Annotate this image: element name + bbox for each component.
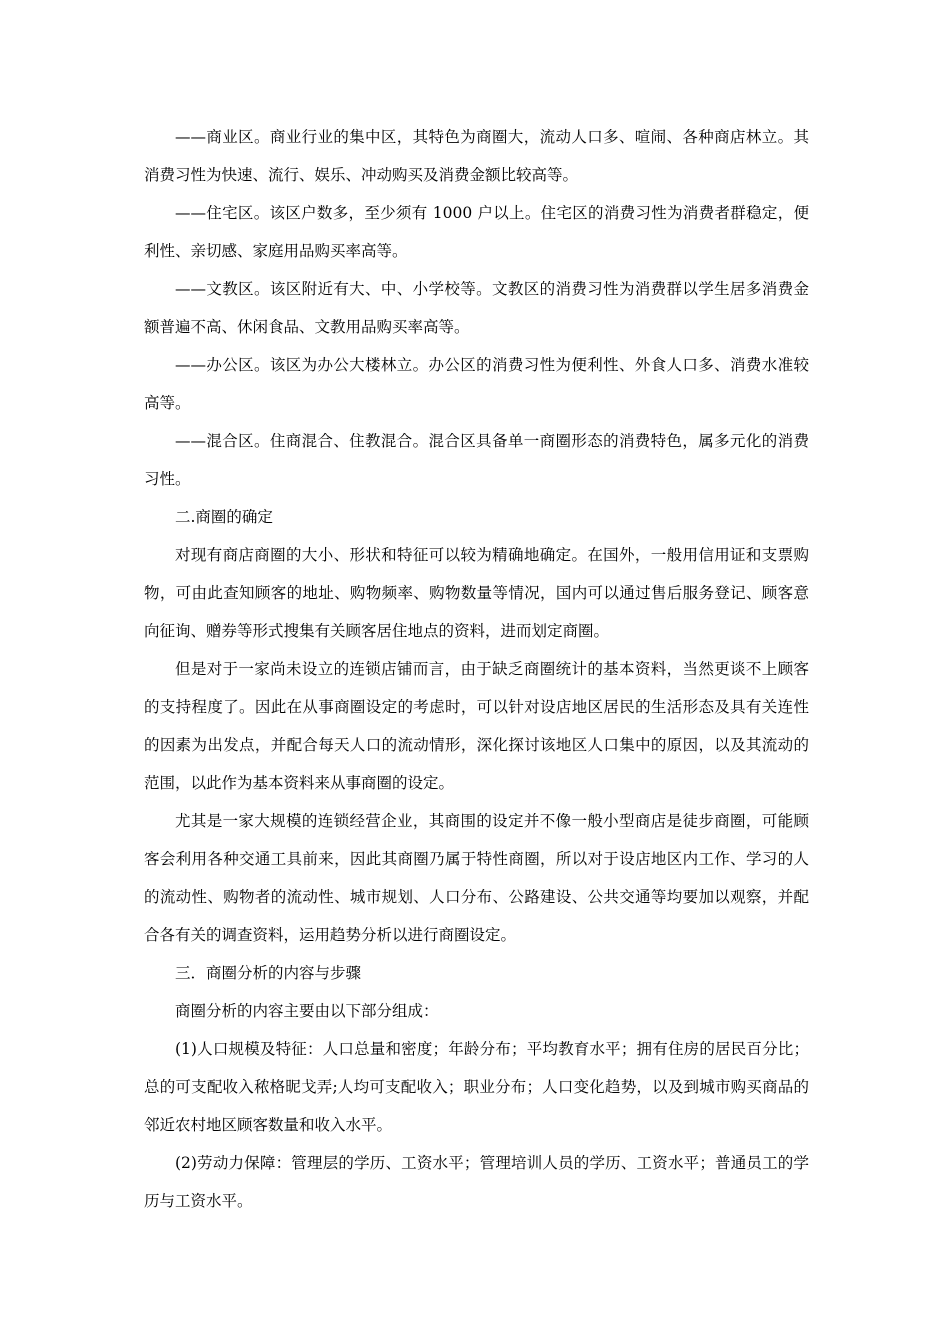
paragraph-analysis-intro: 商圈分析的内容主要由以下部分组成： xyxy=(175,1002,439,1020)
paragraph-mixed-zone: ——混合区。住商混合、住教混合。混合区具备单一商圈形态的消费特色，属多元化的消费习性。 xyxy=(144,432,809,488)
paragraph-new-store: 但是对于一家尚未设立的连锁店铺而言，由于缺乏商圈统计的基本资料，当然更谈不上顾客的支持程度了。因此在从事商圈设定的考虑时，可以针对设店地区居民的生活形态及具有关连性的因素为出发点，并配合每天人口的流动情形，深化探讨该地区人口集中的原因，以及其流动的范围，以此作为基本资料来从事商圈的设定。 xyxy=(144,660,809,792)
paragraph-large-chain: 尤其是一家大规模的连锁经营企业，其商围的设定并不像一般小型商店是徒步商圈，可能顾客会利用各种交通工具前来，因此其商圈乃属于特性商圈，所以对于设店地区内工作、学习的人的流动性、购物者的流动性、城市规划、人口分布、公路建设、公共交通等均要加以观察，并配合各有关的调查资料，运用趋势分析以进行商圈设定。 xyxy=(144,812,809,944)
paragraph-existing-store: 对现有商店商圈的大小、形状和特征可以较为精确地确定。在国外，一般用信用证和支票购物，可由此查知顾客的地址、购物频率、购物数量等情况，国内可以通过售后服务登记、顾客意向征询、赠券等形式搜集有关顾客居住地点的资料，进而划定商圈。 xyxy=(144,546,809,640)
paragraph-residential-zone: ——住宅区。该区户数多，至少须有 1000 户以上。住宅区的消费习性为消费者群稳定，便利性、亲切感、家庭用品购买率高等。 xyxy=(144,204,809,260)
section-heading-analysis: 三．商圈分析的内容与步骤 xyxy=(175,964,362,982)
paragraph-office-zone: ——办公区。该区为办公大楼林立。办公区的消费习性为便利性、外食人口多、消费水准较高等。 xyxy=(144,356,809,412)
list-item-population: (1)人口规模及特征：人口总量和密度；年龄分布；平均教育水平；拥有住房的居民百分比；总的可支配收入秾格昵戈弄;人均可支配收入；职业分布；人口变化趋势，以及到城市购买商品的邻近农村地区顾客数量和收入水平。 xyxy=(144,1040,809,1134)
list-item-labor: (2)劳动力保障：管理层的学历、工资水平；管理培训人员的学历、工资水平；普通员工的学历与工资水平。 xyxy=(144,1154,809,1210)
paragraph-commercial-zone: ——商业区。商业行业的集中区，其特色为商圈大，流动人口多、喧闹、各种商店林立。其消费习性为快速、流行、娱乐、冲动购买及消费金额比较高等。 xyxy=(144,128,809,184)
document-body xyxy=(144,118,809,1220)
section-heading-determination: 二.商圈的确定 xyxy=(175,508,273,526)
paragraph-education-zone: ——文教区。该区附近有大、中、小学校等。文教区的消费习性为消费群以学生居多消费金额普遍不高、休闲食品、文教用品购买率高等。 xyxy=(144,280,809,336)
